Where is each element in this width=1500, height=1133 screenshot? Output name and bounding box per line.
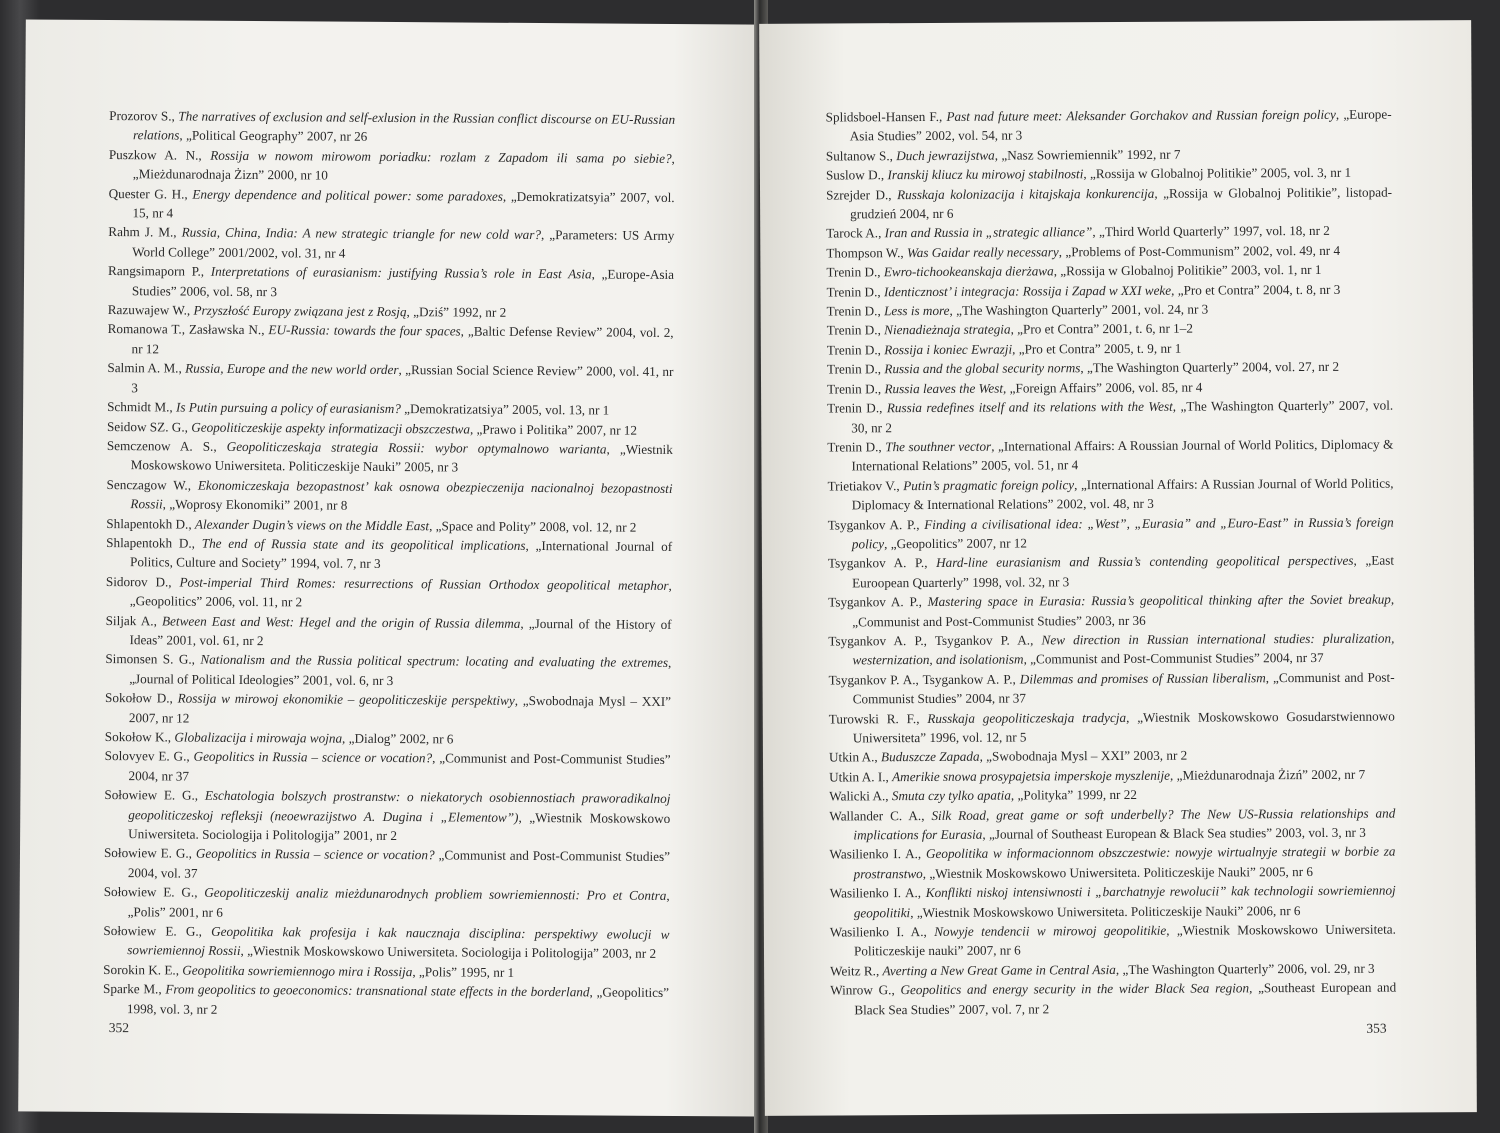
bibliography-entry [829, 667, 1395, 709]
entry-title: Przyszłość Europy związana jest z Rosją [193, 302, 407, 320]
entry-source: , „Europe-Asia Studies” 2006, vol. 58, nr 3 [131, 266, 675, 299]
entry-author: Wasilienko I. A., [829, 885, 926, 901]
bibliography-entry [108, 184, 674, 227]
entry-author: Wallander C. A., [829, 807, 932, 824]
entry-source: , „Polis” 2001, nr 6 [127, 888, 670, 920]
bibliography-entry [826, 105, 1392, 147]
entry-source: , „Prawo i Politika” 2007, nr 12 [469, 421, 638, 438]
entry-title: Iranskij kliucz ku mirowoj stabilnosti [887, 166, 1084, 183]
entry-author: Trenin D., [827, 380, 885, 397]
entry-source: , „Foreign Affairs” 2006, vol. 85, nr 4 [1002, 379, 1203, 396]
bibliography-entry [103, 979, 669, 1022]
entry-title: Russia and the global security norms [884, 360, 1081, 377]
entry-title: Geopoliticzeskaja strategia Rossii: wybor optymalnowo warianta [226, 438, 607, 457]
entry-source: , „Pro et Contra” 2001, t. 6, nr 1–2 [1010, 321, 1193, 338]
entry-author: Razuwajew W., [107, 302, 194, 318]
left-page [18, 19, 762, 1116]
bibliography-entry [830, 920, 1396, 962]
entry-source: , „Communist and Post-Communist Studies” 2004, nr 37 [852, 669, 1395, 707]
entry-title: EU-Russia: towards the four spaces [268, 322, 461, 339]
entry-title: Russia, Europe and the new world order [185, 360, 399, 378]
entry-source: , „The Washington Quarterly” 2007, vol. 30, nr 2 [851, 397, 1394, 435]
entry-source: , „Polis” 1995, nr 1 [412, 964, 515, 980]
entry-title: Rossija w mirowoj ekonomikie – geopoliticzeskije perspektiwy [177, 690, 515, 709]
entry-author: Thompson W., [826, 244, 907, 261]
entry-title: The southner vector [885, 438, 992, 455]
entry-title: Post-imperial Third Romes: resurrections of Russian Orthodox geopolitical metaphor [179, 574, 669, 593]
bibliography-list-right [826, 105, 1397, 1020]
bibliography-entry [104, 785, 670, 847]
entry-source: , „Journal of Political Ideologies” 2001, vol. 6, nr 3 [129, 655, 672, 688]
entry-source: , „Wiestnik Moskowskowo Uniwersiteta. Politiczeskije Nauki” 2005, nr 3 [130, 441, 673, 475]
entry-author: Trenin D., [826, 342, 885, 358]
entry-title: Averting a New Great Game in Central Asia [882, 961, 1116, 979]
bibliography-entry [104, 882, 670, 925]
bibliography-entry [108, 222, 674, 265]
entry-source: , „Problems of Post-Communism” 2002, vol. 49, nr 4 [1058, 242, 1341, 260]
entry-author: Trenin D., [827, 439, 886, 455]
entry-author: Senczagow W., [106, 476, 198, 493]
entry-source: , „Geopolitics” 1998, vol. 3, nr 2 [126, 984, 670, 1017]
entry-source: , „Wiestnik Moskowskowo Uniwersiteta. Sociologija i Politologija” 2003, nr 2 [240, 943, 657, 962]
entry-title: Putin’s pragmatic foreign policy [903, 476, 1075, 493]
entry-title: Geopolitika sowriemiennogo mira i Rossija [182, 962, 413, 980]
entry-author: Sołowiew E. G., [103, 884, 205, 900]
entry-author: Utkin A. I., [829, 768, 893, 785]
entry-title: Iran and Russia in „strategic alliance” [884, 224, 1093, 241]
entry-title: Nowyje tendencii w mirowoj geopolitikie [934, 922, 1167, 940]
entry-source: , „Swobodnaja Mysl – XXI” 2007, nr 12 [128, 693, 672, 726]
entry-title: Was Gaidar really necessary [906, 244, 1059, 260]
entry-author: Trenin D., [827, 400, 887, 416]
entry-author: Trenin D., [826, 303, 885, 319]
entry-author: Tsygankov P. A., Tsygankow A. P., [828, 671, 1020, 688]
bibliography-entry [109, 145, 675, 188]
entry-title: Mastering space in Eurasia: Russia’s geopolitical thinking after the Soviet breakup [927, 591, 1391, 610]
entry-source: , „Swobodnaja Mysl – XXI” 2003, nr 2 [979, 748, 1188, 765]
bibliography-entry [103, 921, 669, 964]
entry-author: Semczenow A. S., [106, 437, 227, 454]
entry-source: , „Polityka” 1999, nr 22 [1010, 787, 1137, 803]
entry-title: Russia redefines itself and its relations with the West [886, 398, 1173, 416]
entry-source: , „Wiestnik Moskowskowo Uniwersiteta. Politiczeskije nauki” 2007, nr 6 [853, 921, 1396, 959]
entry-source: , „Space and Polity” 2008, vol. 12, nr 2 [429, 517, 637, 535]
page-number-left: 352 [108, 1020, 130, 1036]
entry-title: Between East and West: Hegel and the origin of Russia dilemma [161, 612, 521, 631]
entry-author: Sultanow S., [825, 147, 897, 164]
entry-title: Less is more [884, 302, 950, 319]
entry-source: , „Dziś” 1992, nr 2 [406, 304, 507, 320]
entry-title: Eschatologia bolszych prostranstw: o niekatorych osobiennostiach praworadikalnoj geopoliticzeskoj refleksji (neoewrazijstwo A. Dugina i „Elementow”) [128, 787, 671, 825]
entry-source: , „Wiestnik Moskowskowo Uniwersiteta. Politiczeskije Nauki” 2006, nr 6 [910, 902, 1301, 920]
entry-title: Smuta czy tylko apatia [891, 787, 1011, 804]
entry-source: , „The Washington Quarterly” 2001, vol. 24, nr 3 [949, 301, 1209, 318]
entry-title: The narratives of exclusion and self-exlusion in the Russian conflict discourse on EU-Russian relations [132, 108, 676, 143]
bibliography-entry [108, 261, 674, 304]
entry-title: Russkaja geopoliticzeskaja tradycja [927, 709, 1127, 726]
entry-title: Interpretations of eurasianism: justifying Russia’s role in East Asia [210, 263, 592, 282]
entry-author: Utkin A., [828, 749, 882, 765]
entry-source: , „Parameters: US Army World College” 2001/2002, vol. 31, nr 4 [132, 227, 675, 261]
entry-source: , „Rossija w Globalnoj Politikie” 2005, vol. 3, nr 1 [1083, 164, 1352, 182]
bibliography-entry [826, 260, 1392, 282]
entry-title: Identicznost’ i integracja: Rossija i Zapad w XXI weke [883, 282, 1172, 299]
entry-author: Weitz R., [830, 963, 883, 979]
entry-author: Trenin D., [826, 264, 884, 280]
bibliography-entry [828, 551, 1394, 593]
right-page [759, 20, 1477, 1116]
entry-author: Tarock A., [826, 225, 885, 241]
entry-title: New direction in Russian international studies: pluralization, westernization, and isolationism [852, 630, 1395, 668]
bibliography-entry [826, 182, 1392, 224]
entry-source: , „Europe-Asia Studies” 2002, vol. 54, nr 3 [849, 106, 1392, 144]
entry-source: , „Dialog” 2002, nr 6 [342, 730, 454, 747]
bibliography-entry [829, 842, 1395, 884]
bibliography-entry [104, 843, 670, 886]
entry-author: Siljak A., [105, 612, 163, 628]
entry-author: Trenin D., [826, 283, 884, 300]
entry-author: Sołowiew E. G., [104, 787, 205, 803]
entry-source: , „Pro et Contra” 2004, t. 8, nr 3 [1171, 281, 1341, 298]
entry-title: Amerikie snowa prosypajetsia imperskoje myszlenije [892, 767, 1171, 784]
bibliography-entry [826, 279, 1392, 301]
entry-title: Nienadieżnaja strategia [884, 322, 1011, 338]
bibliography-entry [827, 434, 1393, 476]
entry-source: , „Political Geography” 2007, nr 26 [179, 127, 368, 145]
bibliography-entry [109, 106, 675, 149]
bibliography-entry [829, 764, 1395, 786]
bibliography-entry [829, 803, 1395, 845]
entry-title: Dilemmas and promises of Russian liberalism [1019, 670, 1266, 687]
entry-author: Trenin D., [826, 322, 885, 338]
entry-title: Geopolitics in Russia – science or vocation? [193, 749, 433, 766]
entry-author: Wasilienko I. A., [829, 846, 927, 862]
entry-title: Geopolitika w informacionnom obszczestwie: nowyje wirtualnyje strategii w borbie za prostranstwo [853, 843, 1396, 882]
entry-source: , „Mieżdunarodnaja Żizn” 2000, nr 10 [132, 150, 675, 183]
entry-author: Splidsboel-Hansen F., [825, 108, 947, 125]
entry-author: Trenin D., [826, 361, 885, 377]
entry-title: Rossija w nowom mirowom poriadku: rozlam z Zapadom ili sama po siebie? [210, 147, 672, 166]
entry-author: Tsygankov A. P., [828, 594, 928, 610]
bibliography-entry [107, 436, 673, 479]
entry-author: Shlapentokh D., [106, 515, 196, 532]
bibliography-entry [106, 572, 672, 615]
entry-author: Sołowiew E. G., [103, 845, 196, 862]
entry-source: , „Nasz Sowriemiennik” 1992, nr 7 [994, 146, 1181, 163]
entry-source: , „International Affairs: A Roussian Journal of World Politics, Diplomacy & International Relations” 2005, vol. 51, nr 4 [851, 436, 1394, 474]
entry-author: Tsygankov A. P., Tsygankov P. A., [828, 632, 1042, 649]
entry-title: Globalizacija i mirowaja wojna [174, 729, 343, 746]
entry-source: , „Rossija w Globalnoj Politikie”, listopad-grudzień 2004, nr 6 [850, 184, 1393, 222]
entry-title: Ewro-tichookeanskaja dierżawa [883, 263, 1054, 280]
bibliography-entry [828, 512, 1394, 554]
entry-title: Silk Road, great game or soft underbelly? The New US-Russia relationships and implications for Eurasia [853, 805, 1396, 843]
entry-title: Alexander Dugin’s views on the Middle East [194, 516, 430, 533]
entry-author: Turowski R. F., [828, 710, 928, 727]
entry-title: Energy dependence and political power: some paradoxes [192, 186, 504, 204]
entry-source: , „The Washington Quarterly” 2004, vol. 27, nr 2 [1080, 359, 1340, 376]
bibliography-entry [829, 706, 1395, 748]
entry-author: Sokołow D., [105, 690, 178, 706]
bibliography-entry [107, 319, 673, 362]
entry-source: , „Geopolitics” 2006, vol. 11, nr 2 [129, 577, 672, 610]
bibliography-list-left [103, 106, 675, 1022]
entry-source: , „Journal of the History of Ideas” 2001, vol. 61, nr 2 [129, 615, 672, 649]
bibliography-entry [827, 357, 1393, 379]
entry-source: , „Wiestnik Moskowskowo Uniwersiteta. Politiczeskije Nauki” 2005, nr 6 [922, 863, 1314, 881]
entry-title: Russia, China, India: A new strategic triangle for new cold war? [181, 224, 542, 243]
entry-title: From geopolitics to geoeconomics: transnational state effects in the borderland [165, 981, 590, 1000]
entry-title: Duch jewrazijstwa [896, 147, 995, 163]
entry-title: Geopoliticzeskije aspekty informatizacji obszczestwa [191, 419, 471, 437]
entry-title: Konflikti niskoj intensiwnosti i „barchatnyje rewolucii” kak technologii sowriemiennoj geopolitiki [853, 882, 1396, 921]
bibliography-entry [105, 649, 671, 692]
entry-author: Simonsen S. G., [105, 651, 201, 668]
entry-title: Finding a civilisational idea: „West”, „Eurasia” and „Euro-East” in Russia’s foreign policy [851, 514, 1394, 552]
entry-author: Sparke M., [103, 981, 166, 997]
entry-title: Nationalism and the Russia political spectrum: locating and evaluating the extremes [200, 652, 669, 671]
entry-author: Winrow G., [830, 982, 901, 998]
entry-author: Szrejder D., [826, 186, 898, 203]
entry-author: Romanowa T., Zasławska N., [107, 321, 269, 338]
entry-source: , „Wiestnik Moskowskowo Uniwersiteta. Sociologija i Politologija” 2001, nr 2 [128, 809, 671, 844]
entry-source: , „East Euroopean Quarterly” 1998, vol. 32, nr 3 [852, 552, 1395, 591]
entry-title: Geopolitika kak profesija i kak naucznaja disciplina: perspektiwy ewolucji w sowriemiennoj Rossii [127, 923, 670, 959]
bibliography-entry [106, 533, 672, 576]
entry-author: Seidow SZ. G., [106, 418, 192, 435]
entry-source: , „Journal of Southeast European & Black Sea studies” 2003, vol. 3, nr 3 [982, 824, 1366, 842]
entry-source: , „Russian Social Science Review” 2000, vol. 41, nr 3 [131, 362, 674, 395]
entry-source: , „Woprosy Ekonomiki” 2001, nr 8 [162, 496, 348, 513]
entry-author: Sorokin K. E., [103, 961, 183, 978]
bibliography-entry [827, 396, 1393, 438]
entry-author: Prozorov S., [109, 108, 179, 124]
entry-author: Wasilienko I. A., [829, 924, 935, 940]
entry-author: Rangsimaporn P., [108, 263, 211, 279]
bibliography-entry [105, 688, 671, 731]
bibliography-entry [107, 358, 673, 401]
entry-title: Buduszcze Zapada [880, 749, 980, 765]
entry-source: , „Geopolitics” 2007, nr 12 [884, 535, 1027, 552]
entry-source: , „Wiestnik Moskowskowo Gosudarstwiennowo Uniwersiteta” 1996, vol. 12, nr 5 [852, 708, 1395, 746]
entry-source: , „International Affairs: A Russian Journal of World Politics, Diplomacy & International Relations” 2002, vol. 48, nr 3 [851, 475, 1394, 513]
bibliography-entry [828, 590, 1394, 632]
entry-source: „Communist and Post-Communist Studies” 2004, vol. 37 [127, 847, 671, 881]
entry-author: Shlapentokh D., [106, 534, 202, 551]
entry-author: Trietiakov V., [827, 477, 904, 494]
page-number-right: 353 [1366, 1020, 1387, 1036]
bibliography-entry [104, 746, 670, 789]
entry-source: „Demokratizatsiya” 2005, vol. 13, nr 1 [400, 401, 610, 418]
entry-source: , „Communist and Post-Communist Studies” 2004, nr 37 [1023, 650, 1324, 667]
entry-author: Schmidt M., [107, 399, 177, 415]
entry-author: Walicki A., [829, 788, 892, 804]
entry-title: Russkaja kolonizacija i kitajskaja konkurencija [897, 185, 1155, 202]
entry-source: , „Communist and Post-Communist Studies” 2003, nr 36 [852, 591, 1395, 629]
entry-author: Tsygankov A. P., [827, 516, 925, 533]
entry-author: Salmin A. M., [107, 360, 186, 376]
entry-source: , „The Washington Quarterly” 2006, vol. 29, nr 3 [1115, 960, 1375, 977]
entry-author: Rahm J. M., [108, 224, 182, 240]
entry-author: Suslow D., [825, 167, 888, 183]
entry-source: , „International Journal of Politics, Culture and Society” 1994, vol. 7, nr 3 [129, 537, 673, 572]
entry-title: Russia leaves the West [884, 380, 1004, 396]
entry-source: , „Pro et Contra” 2005, t. 9, nr 1 [1012, 340, 1182, 357]
entry-source: , „Mieżdunarodnaja Żizń” 2002, nr 7 [1169, 766, 1366, 783]
entry-source: , „Baltic Defense Review” 2004, vol. 2, nr 12 [131, 323, 674, 357]
entry-author: Puszkow A. N., [108, 146, 211, 163]
entry-title: Past nad future meet: Aleksander Gorchakov and Russian foreign policy [946, 106, 1336, 124]
entry-title: Geopoliticzeskij analiz mieżdunarodnych probliem sowriemiennosti: Pro et Contra [204, 884, 667, 904]
entry-author: Tsygankov A. P., [827, 555, 937, 571]
bibliography-entry [830, 881, 1396, 923]
bibliography-entry [826, 163, 1392, 185]
entry-title: Ekonomiczeskaja bezopastnost’ kak osnowa obezpieczenija nacionalnoj bezopastnosti Rossii [130, 477, 673, 512]
entry-source: , „Rossija w Globalnoj Politikie” 2003, vol. 1, nr 1 [1053, 262, 1322, 279]
entry-title: Rossija i koniec Ewrazji [884, 341, 1013, 358]
entry-source: , „Third World Quarterly” 1997, vol. 18, nr 2 [1092, 223, 1330, 240]
entry-title: Geopolitics and energy security in the wider Black Sea region [900, 980, 1250, 998]
bibliography-entry [828, 473, 1394, 515]
entry-author: Quester G. H., [108, 185, 193, 202]
entry-source: , „Communist and Post-Communist Studies” 2004, nr 37 [128, 750, 671, 784]
entry-author: Sidorov D., [105, 573, 180, 590]
entry-author: Sokołow K., [104, 729, 175, 745]
entry-title: Is Putin pursuing a policy of eurasianism? [175, 399, 401, 417]
entry-title: The end of Russia state and its geopolitical implications [201, 535, 526, 553]
entry-title: Geopolitics in Russia – science or vocation? [195, 846, 435, 863]
bibliography-entry [830, 978, 1396, 1020]
entry-source: , „Southeast European and Black Sea Studies” 2007, vol. 7, nr 2 [854, 979, 1397, 1018]
entry-title: Hard-line eurasianism and Russia’s contending geopolitical perspectives [936, 553, 1354, 571]
bibliography-entry [106, 475, 672, 518]
bibliography-entry [105, 611, 671, 654]
bibliography-entry [828, 629, 1394, 671]
entry-source: , „Demokratizatsyia” 2007, vol. 15, nr 4 [132, 188, 675, 221]
entry-author: Sołowiew E. G., [103, 923, 212, 939]
entry-author: Solovyev E. G., [104, 748, 194, 765]
